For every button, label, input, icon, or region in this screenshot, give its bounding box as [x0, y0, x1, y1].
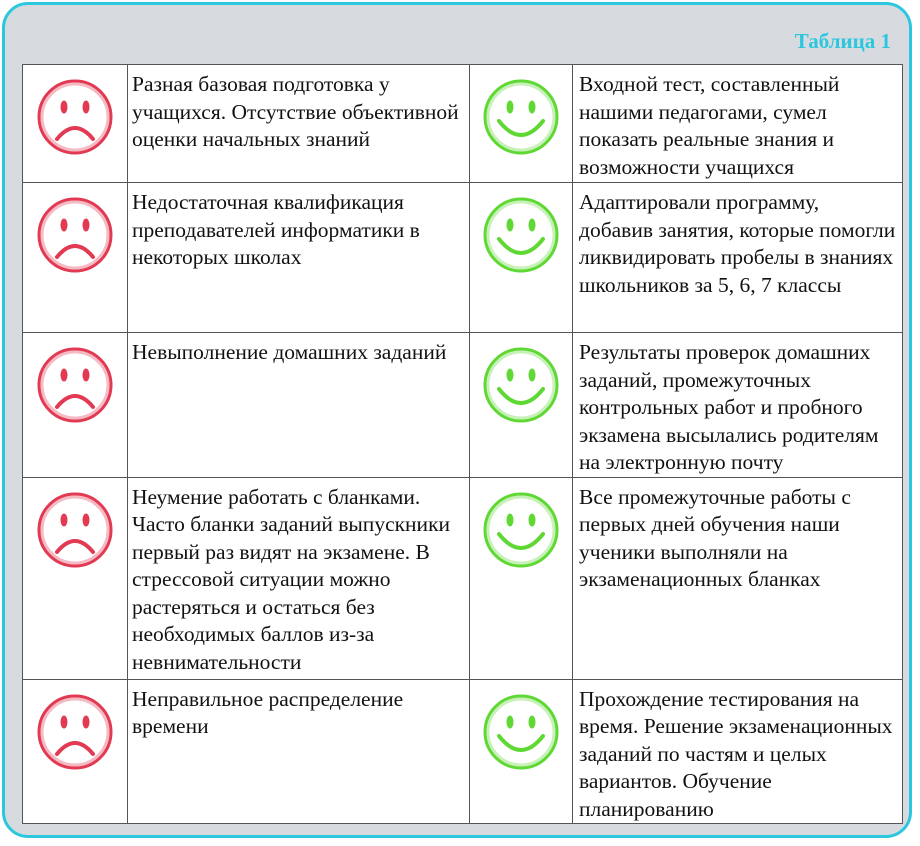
sad-face-icon — [35, 345, 115, 425]
sad-face-cell — [23, 183, 128, 333]
happy-face-cell — [470, 333, 573, 478]
sad-face-cell — [23, 333, 128, 478]
table-row — [23, 333, 903, 478]
happy-face-icon — [481, 345, 561, 425]
table-row — [23, 183, 903, 333]
sad-face-cell — [23, 477, 128, 679]
happy-face-cell — [470, 477, 573, 679]
happy-face-cell — [470, 679, 573, 824]
happy-face-icon — [481, 77, 561, 157]
solution-text: Результаты проверок домашних заданий, промежуточных контрольных работ и пробного экзамена высылались родителям на электронную почту — [573, 333, 903, 478]
table-row — [23, 679, 903, 824]
sad-face-cell — [23, 65, 128, 183]
happy-face-icon — [481, 692, 561, 772]
table-row — [23, 477, 903, 679]
sad-face-icon — [35, 77, 115, 157]
sad-face-cell — [23, 679, 128, 824]
happy-face-icon — [481, 195, 561, 275]
happy-face-icon — [481, 490, 561, 570]
problem-text: Неправильное распределение времени — [128, 679, 470, 824]
table-caption: Таблица 1 — [794, 29, 891, 53]
solution-text: Все промежуточные работы с первых дней обучения наши ученики выполняли на экзаменационных бланках — [573, 477, 903, 679]
problem-text: Невыполнение домашних заданий — [128, 333, 470, 478]
solution-text: Входной тест, составленный нашими педагогами, сумел показать реальные знания и возможности учащихся — [573, 65, 903, 183]
happy-face-cell — [470, 183, 573, 333]
sad-face-icon — [35, 195, 115, 275]
table-frame — [2, 2, 912, 838]
sad-face-icon — [35, 692, 115, 772]
happy-face-cell — [470, 65, 573, 183]
problem-text: Недостаточная квалификация преподавателей информатики в некоторых школах — [128, 183, 470, 333]
problem-text: Разная базовая подготовка у учащихся. Отсутствие объективной оценки начальных знаний — [128, 65, 470, 183]
solution-text: Прохождение тестирования на время. Решение экзаменационных заданий по частям и целых вариантов. Обучение планированию — [573, 679, 903, 824]
table-row — [23, 65, 903, 183]
problem-text: Неумение работать с бланками. Часто бланки заданий выпускники первый раз видят на экзамене. В стрессовой ситуации можно растеряться и остаться без необходимых баллов из-за невнимательности — [128, 477, 470, 679]
sad-face-icon — [35, 490, 115, 570]
solution-text: Адаптировали программу, добавив занятия, которые помогли ликвидировать пробелы в знаниях школьников за 5, 6, 7 классы — [573, 183, 903, 333]
comparison-table — [22, 64, 903, 824]
